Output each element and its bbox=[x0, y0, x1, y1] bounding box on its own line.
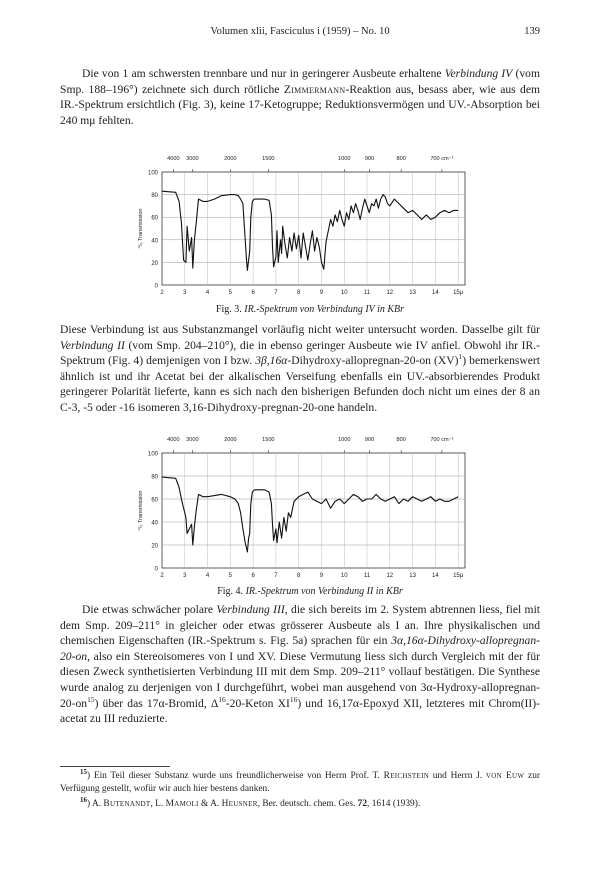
author-name: Heusner bbox=[221, 799, 258, 809]
footnote-number: 16 bbox=[80, 795, 87, 804]
footnote-ref: 1 bbox=[458, 352, 463, 362]
author-name: Reichstein bbox=[383, 771, 430, 781]
author-name: von Euw bbox=[485, 771, 525, 781]
footnote-ref: 16 bbox=[289, 694, 298, 704]
x-tick-label: 7 bbox=[274, 573, 278, 579]
x-tick-label: 13 bbox=[409, 573, 416, 579]
y-axis-label: ⁰/₀ Transmission bbox=[138, 208, 144, 249]
x-tick-label: 15μ bbox=[453, 573, 464, 579]
paragraph-3 bbox=[60, 602, 540, 727]
footnote-divider bbox=[60, 766, 170, 767]
spectrum-line bbox=[162, 477, 458, 552]
figure-caption: Fig. 4. IR.-Spektrum von Verbindung II in KBr bbox=[217, 586, 403, 597]
text-run: , 1614 (1939). bbox=[367, 799, 421, 809]
compound-name: Verbindung IV bbox=[444, 67, 513, 80]
text-run: -Reaktion aus, besass aber, wie aus dem IR.-Spektrum ersichtlich (Fig. 3), keine 17-Ketogruppe; Reduktionsvermögen und UV.-Absorption bei 240 mμ fehlten. bbox=[60, 82, 541, 127]
top-tick-label: 3000 bbox=[186, 156, 199, 162]
volume-number: 72 bbox=[357, 799, 368, 809]
top-tick-label: 700 cm⁻¹ bbox=[430, 437, 454, 443]
text-run: & A. bbox=[198, 799, 222, 809]
x-tick-label: 5 bbox=[228, 573, 233, 579]
page-number: 139 bbox=[524, 26, 540, 37]
y-tick-label: 20 bbox=[151, 260, 158, 267]
top-tick-label: 2000 bbox=[224, 156, 237, 162]
y-tick-label: 0 bbox=[154, 566, 158, 573]
stereo-descriptor: 3β,16α bbox=[255, 354, 288, 368]
text-run: (vom Smp. 204–210°), die in ebenso geringer Ausbeute wie IV anfiel. Obwohl ihr IR.-Spektrum (Fig. 4) demjenigen von I bzw. bbox=[60, 338, 540, 368]
x-tick-label: 14 bbox=[432, 573, 439, 579]
x-tick-label: 8 bbox=[297, 290, 301, 296]
y-tick-label: 40 bbox=[151, 238, 158, 245]
top-tick-label: 1500 bbox=[262, 437, 275, 443]
compound-name: Verbindung II bbox=[60, 338, 125, 352]
superscript: 16 bbox=[218, 694, 226, 704]
text-run: Diese Verbindung ist aus Substanzmangel vorläufig nicht weiter untersucht worden. Dasselbe gilt für bbox=[60, 323, 540, 336]
x-tick-label: 2 bbox=[160, 573, 164, 579]
author-name: Mamoli bbox=[165, 799, 199, 809]
x-tick-label: 6 bbox=[251, 290, 255, 296]
x-tick-label: 4 bbox=[205, 290, 210, 296]
text-run: Die etwas schwächer polare bbox=[82, 603, 217, 616]
top-tick-label: 700 cm⁻¹ bbox=[430, 156, 454, 162]
x-tick-label: 4 bbox=[205, 573, 210, 579]
x-tick-label: 10 bbox=[340, 290, 348, 296]
y-tick-label: 60 bbox=[151, 497, 158, 504]
x-tick-label: 12 bbox=[386, 290, 394, 296]
x-tick-label: 11 bbox=[363, 290, 371, 296]
x-tick-label: 14 bbox=[432, 290, 439, 296]
top-tick-label: 1000 bbox=[338, 156, 351, 162]
x-tick-label: 2 bbox=[160, 290, 164, 296]
top-tick-label: 1500 bbox=[262, 156, 275, 162]
footnote-number: 15 bbox=[80, 767, 87, 776]
x-tick-label: 9 bbox=[319, 290, 324, 296]
text-run: ) A. bbox=[87, 799, 104, 809]
text-run: , Ber. deutsch. chem. Ges. bbox=[257, 799, 358, 809]
top-tick-label: 900 bbox=[364, 156, 375, 162]
y-tick-label: 80 bbox=[151, 474, 158, 481]
y-tick-label: 0 bbox=[154, 283, 158, 290]
y-axis-label: ⁰/₀ Transmission bbox=[138, 490, 144, 531]
x-tick-label: 12 bbox=[386, 573, 394, 579]
x-tick-label: 9 bbox=[319, 573, 324, 579]
y-tick-label: 80 bbox=[151, 193, 158, 200]
top-tick-label: 900 bbox=[364, 437, 375, 443]
author-name: Zimmermann bbox=[283, 82, 346, 96]
x-tick-label: 3 bbox=[183, 573, 187, 579]
text-run: ) über das 17α-Bromid, Δ bbox=[94, 696, 219, 710]
x-tick-label: 7 bbox=[274, 290, 278, 296]
figure-caption: Fig. 3. IR.-Spektrum von Verbindung IV in KBr bbox=[215, 304, 405, 315]
text-run: , also ein Stereoisomeres von I und XV. Diese Vermutung liess sich durch Vergleich mit der für diesen Zweck synthetisierten Verbindung III mit dem Smp. 209–211° vollauf bestätigen. Die Synthese wurde analog zu derjenigen von I durchgeführt, wobei man ausgehend von 3α-Hydroxy-allopregnan-20-on bbox=[60, 649, 540, 710]
footnote-ref: 15 bbox=[87, 694, 95, 704]
top-tick-label: 4000 bbox=[167, 437, 180, 443]
text-run: -Dihydroxy-allopregnan-20-on (XV) bbox=[287, 354, 459, 368]
top-tick-label: 3000 bbox=[186, 437, 199, 443]
author-name: Butenandt bbox=[103, 799, 151, 809]
y-tick-label: 100 bbox=[147, 451, 158, 458]
y-tick-label: 60 bbox=[151, 215, 158, 222]
y-tick-label: 20 bbox=[151, 543, 158, 550]
footnote-15 bbox=[60, 767, 540, 796]
top-tick-label: 4000 bbox=[167, 156, 180, 162]
x-tick-label: 13 bbox=[409, 290, 416, 296]
y-tick-label: 40 bbox=[151, 520, 158, 527]
text-run: und Herrn J. bbox=[429, 771, 486, 781]
text-run: ) und 16,17α-Epoxyd XII, letzteres mit Chrom(II)-acetat zu III reduzierte. bbox=[60, 696, 540, 726]
compound-name: 3α,16α-Dihydroxy-allopregnan-20-on bbox=[60, 634, 540, 663]
top-tick-label: 2000 bbox=[224, 437, 237, 443]
top-tick-label: 800 bbox=[396, 437, 406, 443]
text-run: ) bemerkenswert ähnlich ist und ihr Acetat bei der alkalischen Verseifung ebenfalls ein UV.-absorbierendes Produkt geringerer Polarität lieferte, kann es sich nach den bisherigen Befunden doch nicht um eines der 8 an C-3, -5 oder -16 isomeren 3,16-Dihydroxy-pregnan-20-one handeln. bbox=[60, 354, 540, 414]
text-run: -20-Keton XI bbox=[225, 696, 290, 710]
text-run: (vom Smp. 188–196°) zeichnete sich durch rötliche bbox=[60, 67, 540, 96]
x-tick-label: 15μ bbox=[453, 290, 464, 296]
x-tick-label: 6 bbox=[251, 573, 255, 579]
y-tick-label: 100 bbox=[147, 170, 158, 177]
text-run: , die sich bereits im 2. System abtrennen liess, fiel mit dem Smp. 209–211° in gleicher oder etwas grösserer Ausbeute als I an. Ihre physikalischen und chemischen Eigenschaften (IR.-Spektrum s. Fig. 5a) sprachen für ein bbox=[60, 603, 541, 648]
compound-name: Verbindung III bbox=[216, 603, 285, 616]
text-run: Die von 1 am schwersten trennbare und nur in geringerer Ausbeute erhaltene bbox=[82, 67, 445, 80]
text-run: ) Ein Teil dieser Substanz wurde uns freundlicherweise von Herrn Prof. T. bbox=[87, 771, 384, 781]
running-title: Volumen xlii, Fasciculus i (1959) – No. 10 bbox=[210, 26, 390, 37]
x-tick-label: 11 bbox=[363, 573, 371, 579]
x-tick-label: 8 bbox=[297, 573, 301, 579]
top-tick-label: 1000 bbox=[338, 437, 351, 443]
text-run: zur Verfügung gestellt, wofür wir auch hier bestens danken. bbox=[60, 771, 540, 794]
x-tick-label: 10 bbox=[340, 573, 348, 579]
x-tick-label: 5 bbox=[228, 290, 233, 296]
footnote-16 bbox=[60, 795, 540, 811]
text-run: , L. bbox=[150, 799, 166, 809]
top-tick-label: 800 bbox=[396, 156, 406, 162]
x-tick-label: 3 bbox=[183, 290, 187, 296]
